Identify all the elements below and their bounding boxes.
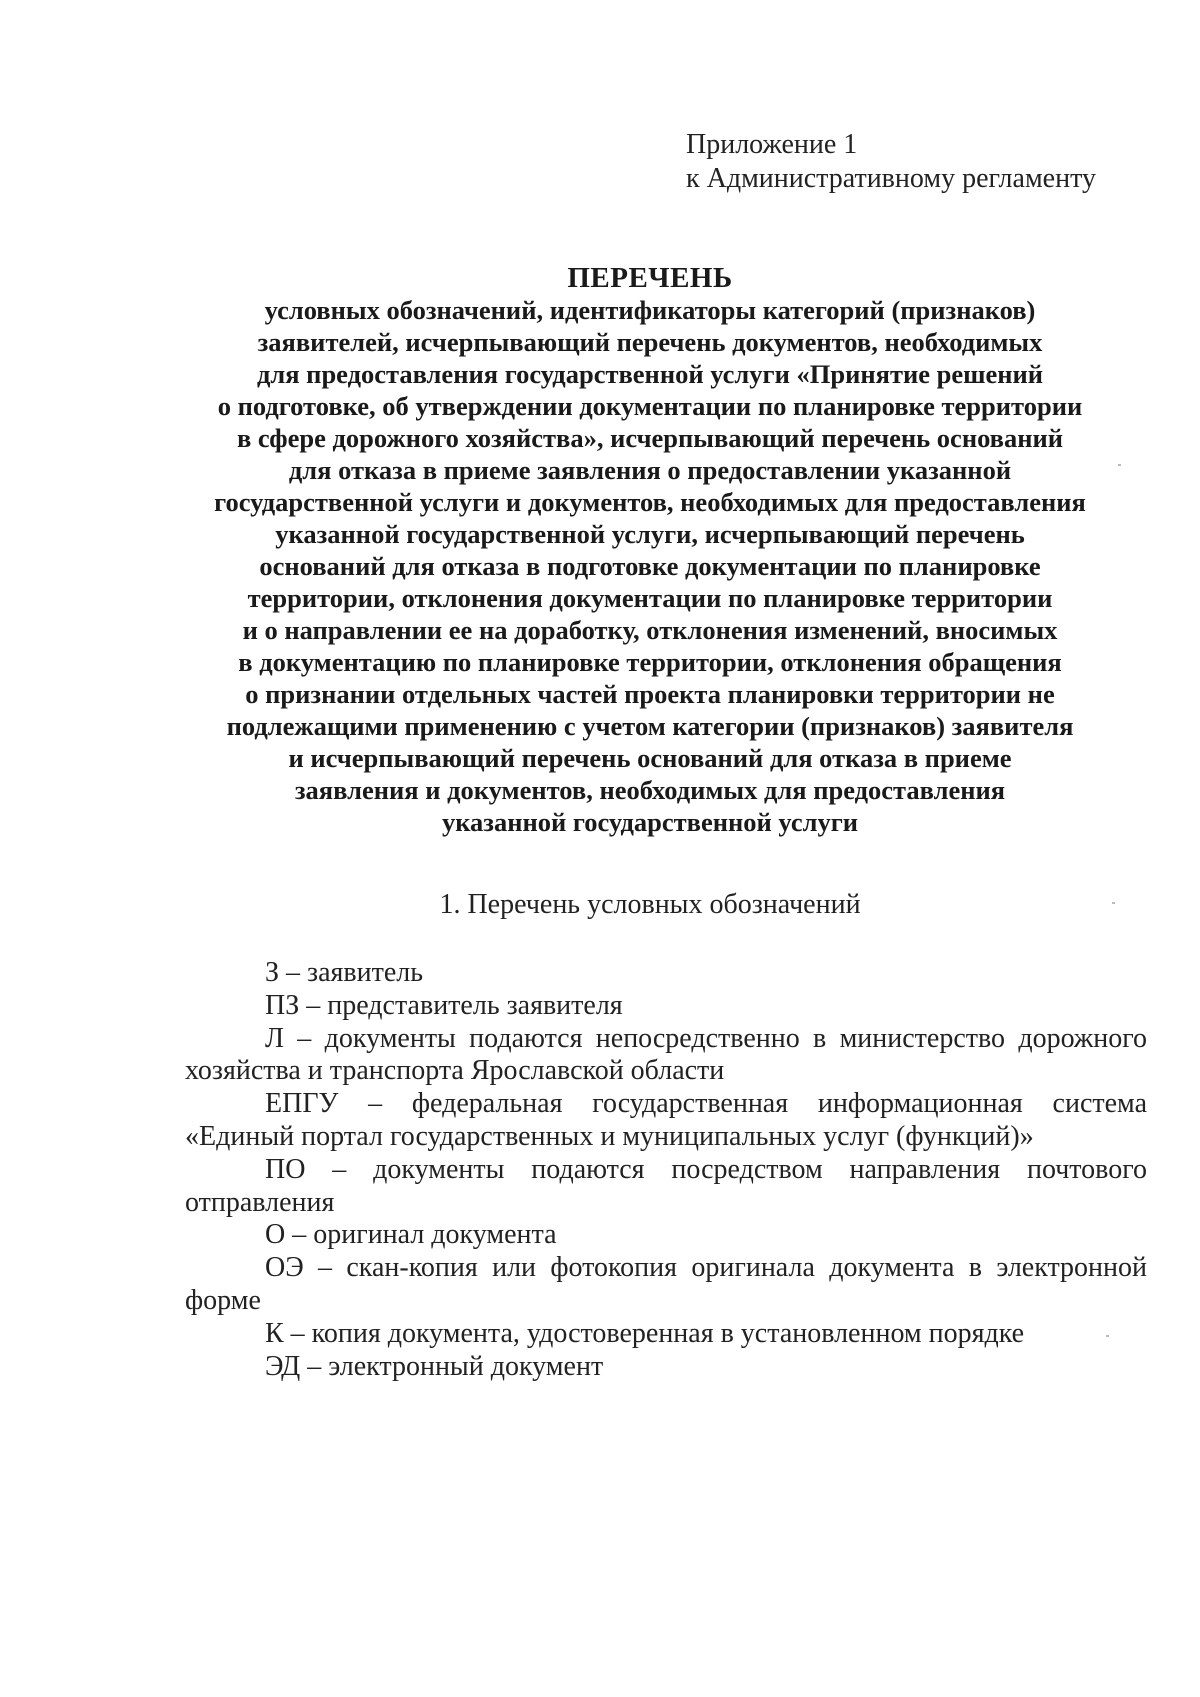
legend-item: З – заявитель xyxy=(265,957,424,988)
appendix-number: Приложение 1 xyxy=(686,129,858,160)
subtitle-line: в документацию по планировке территории, отклонения обращения xyxy=(238,647,1062,677)
subtitle-line: заявителей, исчерпывающий перечень документов, необходимых xyxy=(257,327,1043,357)
subtitle-line: о подготовке, об утверждении документации по планировке территории xyxy=(217,391,1083,421)
abbreviation-legend xyxy=(185,957,1147,1383)
legend-item: ЭД – электронный документ xyxy=(265,1350,604,1382)
subtitle-line: о признании отдельных частей проекта планировки территории не xyxy=(245,679,1055,709)
subtitle-line: и о направлении ее на доработку, отклонения изменений, вносимых xyxy=(242,615,1058,645)
subtitle-line: государственной услуги и документов, необходимых для предоставления xyxy=(214,487,1086,517)
subtitle-line: заявления и документов, необходимых для предоставления xyxy=(294,775,1006,805)
subtitle-line: в сфере дорожного хозяйства», исчерпывающий перечень оснований xyxy=(236,423,1064,453)
legend-item: ЕПГУ – федеральная государственная информационная система «Единый портал государственных и муниципальных услуг (функций)» xyxy=(185,1088,1147,1152)
subtitle-line: указанной государственной услуги, исчерпывающий перечень xyxy=(275,519,1025,549)
appendix-reference xyxy=(686,128,1096,196)
document-subtitle xyxy=(150,294,1150,838)
legend-item: О – оригинал документа xyxy=(265,1219,557,1251)
scan-speck xyxy=(1118,464,1121,466)
document-title: ПЕРЕЧЕНЬ xyxy=(567,262,733,294)
subtitle-line: для отказа в приеме заявления о предоставлении указанной xyxy=(288,455,1012,485)
scan-speck xyxy=(1112,902,1115,904)
legend-item: К – копия документа, удостоверенная в установленном порядке xyxy=(265,1317,1025,1349)
subtitle-line: и исчерпывающий перечень оснований для отказа в приеме xyxy=(288,743,1012,773)
legend-item: ПО – документы подаются посредством направления почтового отправления xyxy=(185,1153,1147,1218)
subtitle-line: территории, отклонения документации по планировке территории xyxy=(247,583,1053,613)
subtitle-line: условных обозначений, идентификаторы категорий (признаков) xyxy=(264,295,1036,325)
subtitle-line: указанной государственной услуги xyxy=(441,807,859,837)
appendix-regulation: к Административному регламенту xyxy=(686,163,1096,194)
subtitle-line: подлежащими применению с учетом категории (признаков) заявителя xyxy=(226,711,1074,741)
legend-item: Л – документы подаются непосредственно в министерство дорожного хозяйства и транспорта Ярославской области xyxy=(185,1022,1147,1087)
subtitle-line: оснований для отказа в подготовке документации по планировке xyxy=(259,551,1041,581)
title-block xyxy=(150,262,1150,838)
scan-speck xyxy=(1106,1335,1109,1337)
subtitle-line: для предоставления государственной услуги «Принятие решений xyxy=(256,359,1044,389)
legend-item: ПЗ – представитель заявителя xyxy=(265,989,623,1021)
section-heading: 1. Перечень условных обозначений xyxy=(439,889,861,920)
legend-item: ОЭ – скан-копия или фотокопия оригинала документа в электронной форме xyxy=(185,1252,1147,1316)
